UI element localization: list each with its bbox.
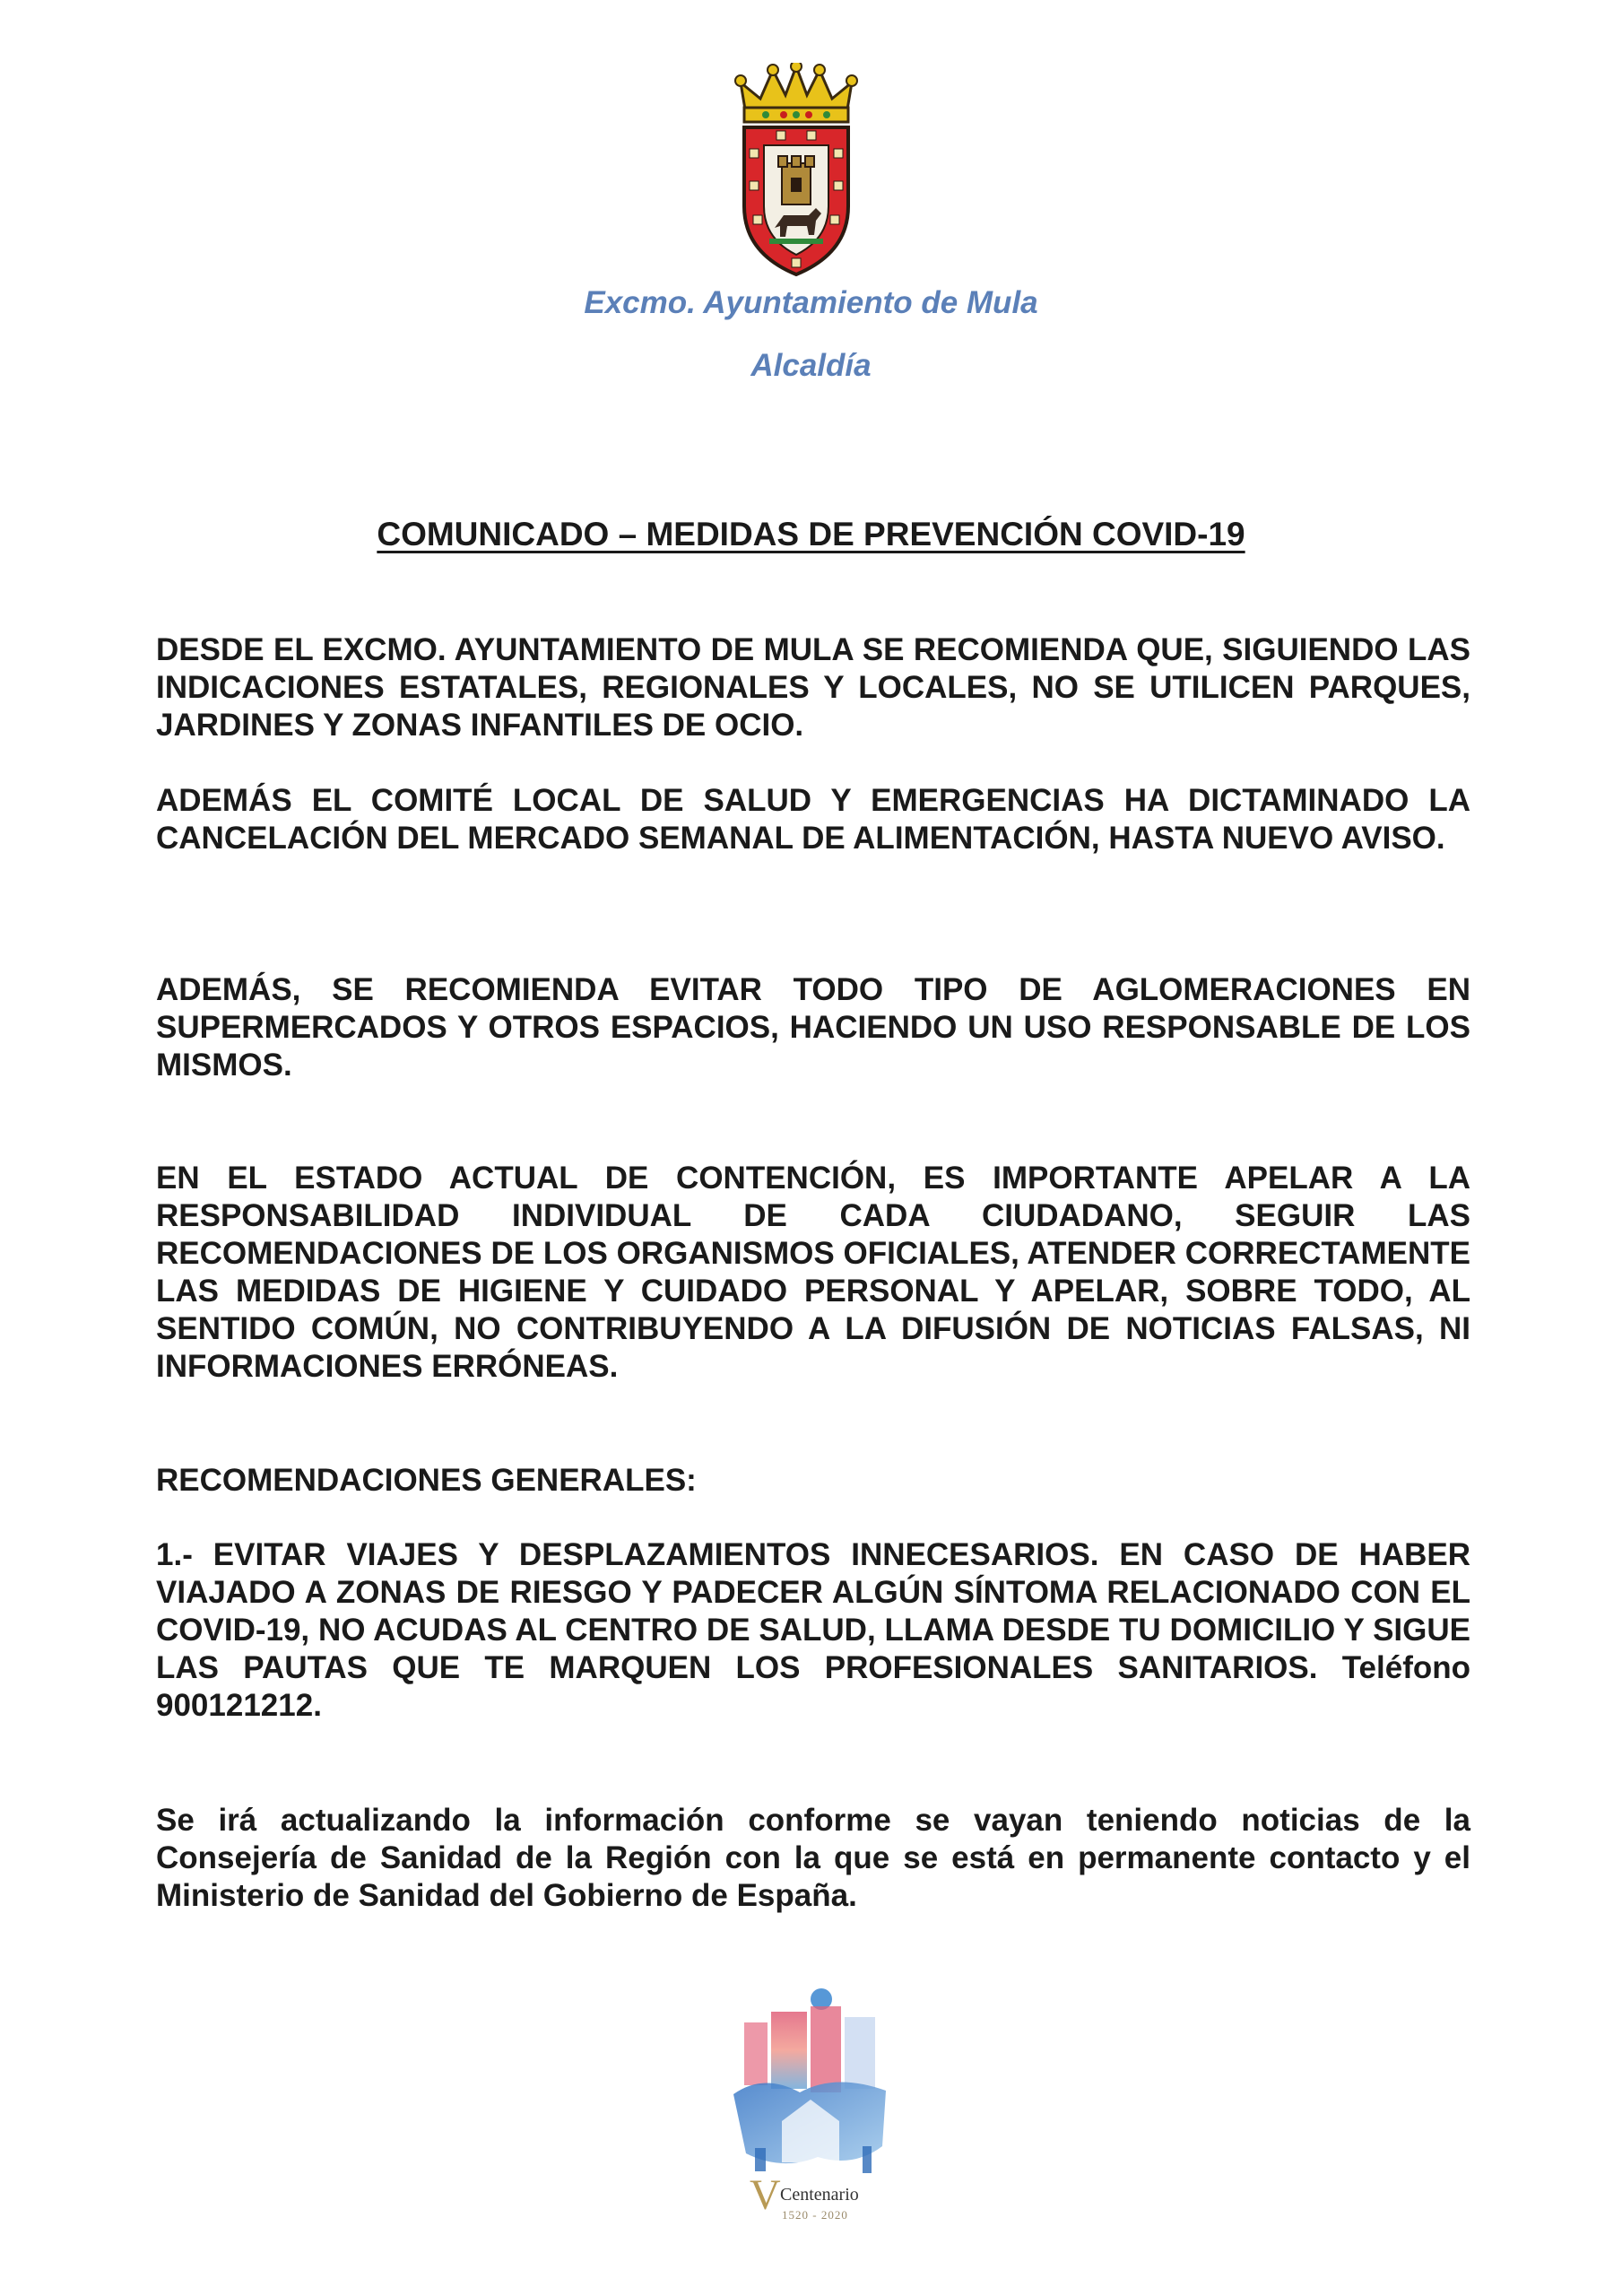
coat-of-arms-icon: [733, 63, 859, 278]
paragraph-parks: DESDE EL EXCMO. AYUNTAMIENTO DE MULA SE RECOMIENDA QUE, SIGUIENDO LAS INDICACIONES ESTATALES, REGIONALES Y LOCALES, NO SE UTILICEN PARQUES, JARDINES Y ZONAS INFANTILES DE OCIO.: [156, 632, 1470, 743]
department-name: Alcaldía: [750, 348, 872, 383]
centenario-label: Centenario: [780, 2185, 859, 2205]
paragraph-responsibility: EN EL ESTADO ACTUAL DE CONTENCIÓN, ES IMPORTANTE APELAR A LA RESPONSABILIDAD INDIVIDUAL DE CADA CIUDADANO, SEGUIR LAS RECOMENDACIONES DE LOS ORGANISMOS OFICIALES, ATENDER CORRECTAMENTE LAS MEDIDAS DE HIGIENE Y CUIDADO PERSONAL Y APELAR, SOBRE TODO, AL SENTIDO COMÚN, NO CONTRIBUYENDO A LA DIFUSIÓN DE NOTICIAS FALSAS, NI INFORMACIONES ERRÓNEAS.: [156, 1161, 1470, 1384]
paragraph-market: ADEMÁS EL COMITÉ LOCAL DE SALUD Y EMERGENCIAS HA DICTAMINADO LA CANCELACIÓN DEL MERCADO SEMANAL DE ALIMENTACIÓN, HASTA NUEVO AVISO.: [156, 783, 1470, 856]
organization-name: Excmo. Ayuntamiento de Mula: [584, 285, 1038, 320]
paragraph-travel: 1.- EVITAR VIAJES Y DESPLAZAMIENTOS INNECESARIOS. EN CASO DE HABER VIAJADO A ZONAS DE RIESGO Y PADECER ALGÚN SÍNTOMA RELACIONADO CON EL COVID-19, NO ACUDAS AL CENTRO DE SALUD, LLAMA DESDE TU DOMICILIO Y SIGUE LAS PAUTAS QUE TE MARQUEN LOS PROFESIONALES SANITARIOS. Teléfono 900121212.: [156, 1537, 1470, 1723]
section-heading-recommendations: RECOMENDACIONES GENERALES:: [156, 1463, 697, 1498]
centenario-years: 1520 - 2020: [782, 2208, 848, 2222]
centenario-v-letter: V: [750, 2171, 781, 2219]
paragraph-updates: Se irá actualizando la información conforme se vayan teniendo noticias de la Consejería de Sanidad de la Región con la que se está en permanente contacto y el Ministerio de Sanidad del Gobierno de España.: [156, 1803, 1470, 1913]
document-title: COMUNICADO – MEDIDAS DE PREVENCIÓN COVID-19: [377, 516, 1245, 552]
paragraph-crowds: ADEMÁS, SE RECOMIENDA EVITAR TODO TIPO DE AGLOMERACIONES EN SUPERMERCADOS Y OTROS ESPACIOS, HACIENDO UN USO RESPONSABLE DE LOS MISMOS.: [156, 972, 1470, 1083]
